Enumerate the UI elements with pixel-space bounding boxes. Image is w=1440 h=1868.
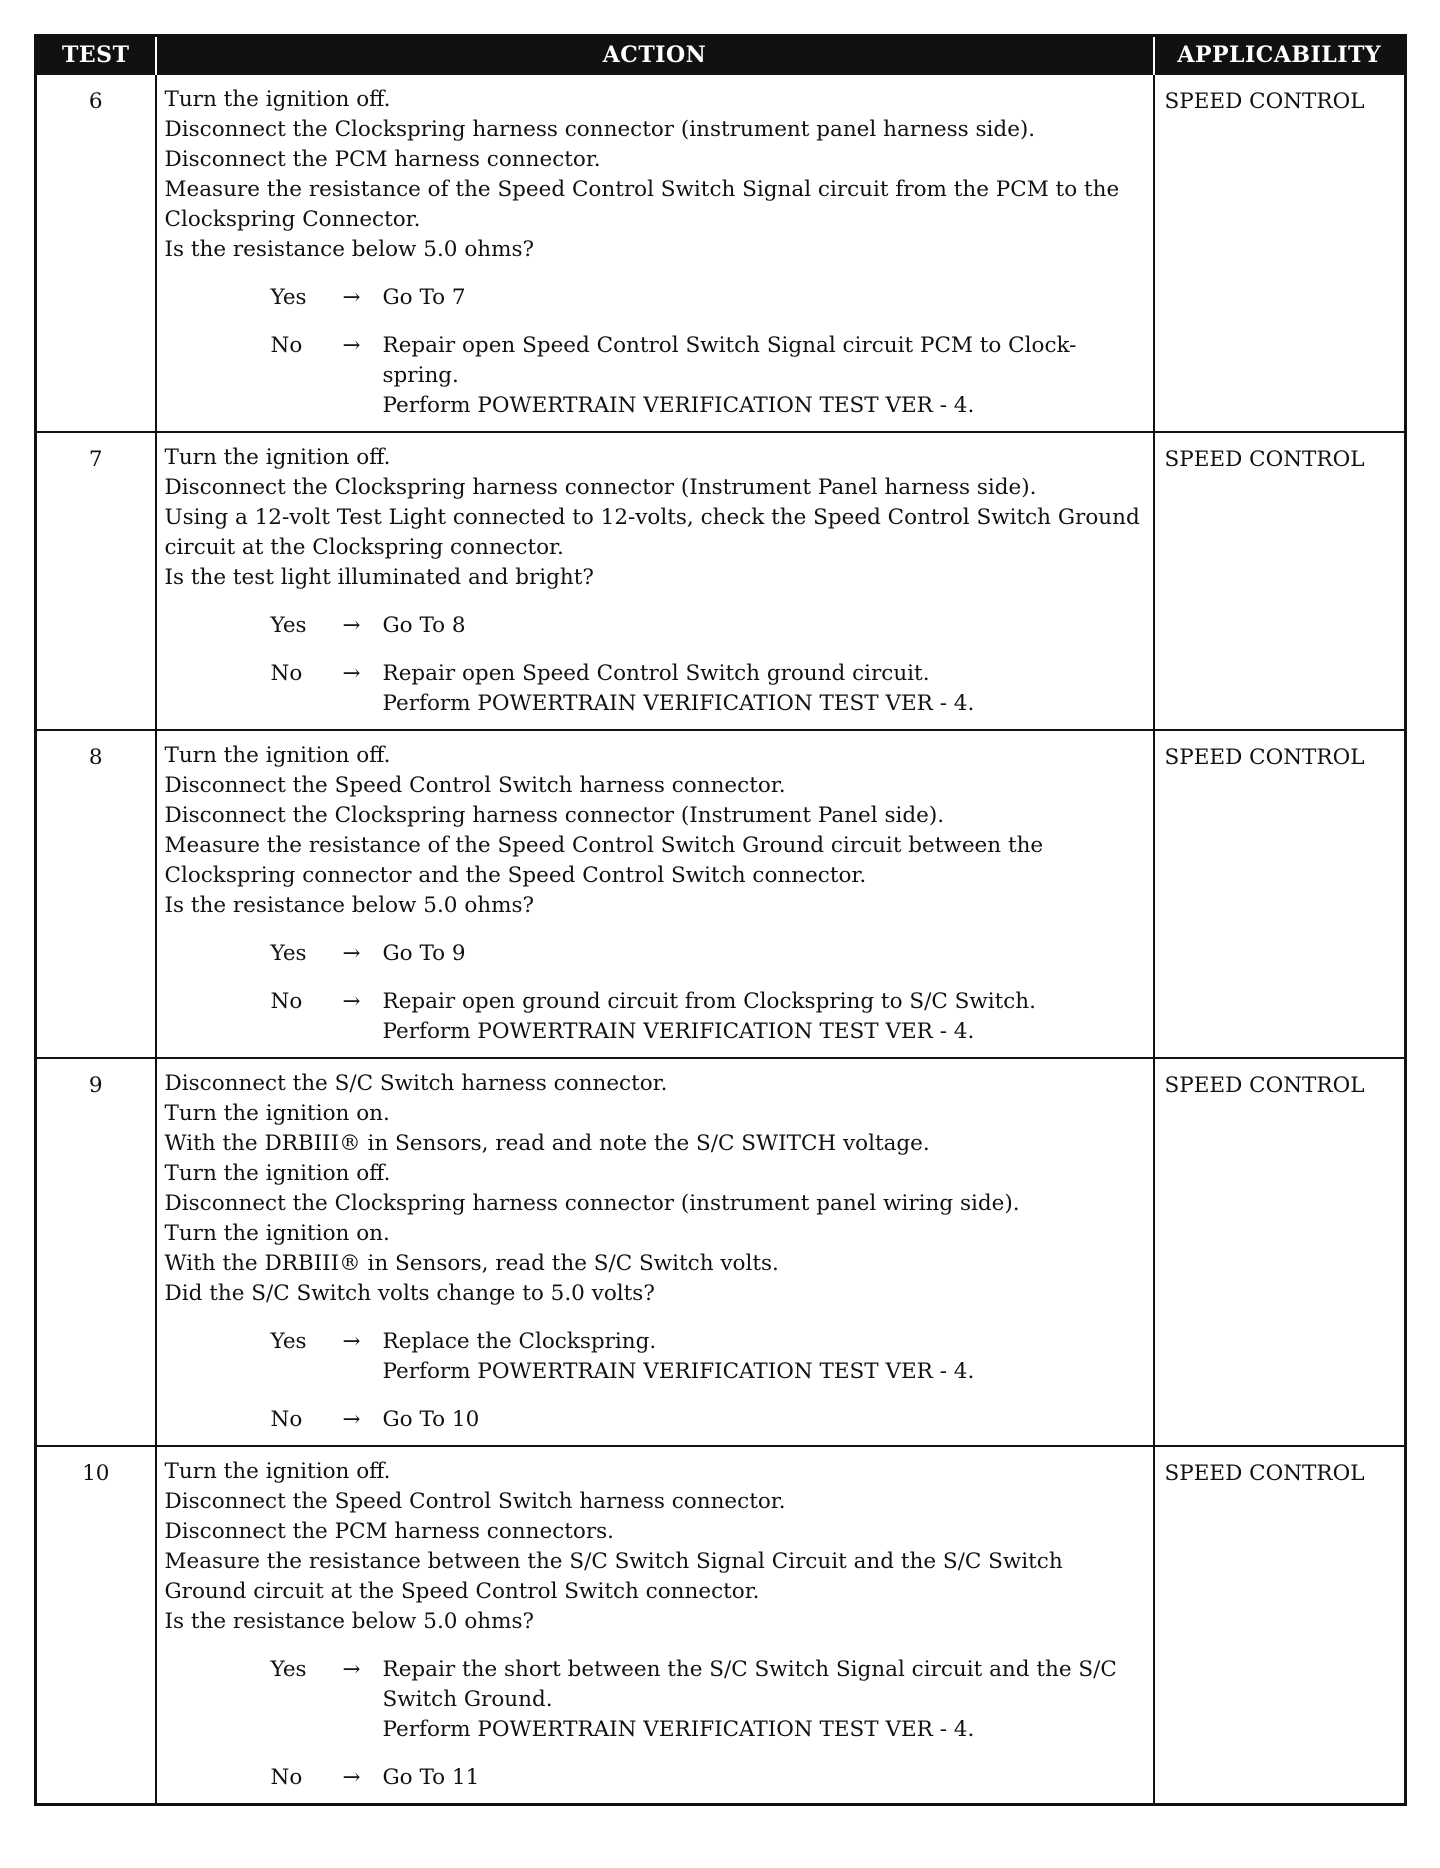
action-step: Disconnect the S/C Switch harness connector. xyxy=(164,1071,668,1096)
branch-yes-result xyxy=(383,939,1145,969)
branch-yes-label: Yes xyxy=(270,285,307,310)
branch-yes-result xyxy=(383,1655,1145,1745)
applicability-cell: SPEED CONTROL xyxy=(1154,730,1406,1058)
diagnostic-test-table xyxy=(34,34,1407,1806)
action-step: Turn the ignition off. xyxy=(164,1161,391,1186)
arrow-right-icon: → xyxy=(342,661,361,686)
result-line: Go To 11 xyxy=(382,1765,480,1790)
action-step: Is the resistance below 5.0 ohms? xyxy=(164,893,535,918)
test-row xyxy=(36,730,1406,1058)
test-number: 9 xyxy=(36,1058,156,1446)
branch-no-label: No xyxy=(270,661,303,686)
action-step: Disconnect the Clockspring harness connector (instrument panel wiring side). xyxy=(164,1191,1020,1216)
applicability-cell: SPEED CONTROL xyxy=(1154,1058,1406,1446)
arrow-right-icon: → xyxy=(342,1657,361,1682)
arrow-right-icon: → xyxy=(342,1407,361,1432)
test-row xyxy=(36,1446,1406,1805)
action-step: Disconnect the PCM harness connectors. xyxy=(164,1519,614,1544)
branch-yes xyxy=(165,939,1145,969)
test-number: 7 xyxy=(36,432,156,730)
action-step: Is the resistance below 5.0 ohms? xyxy=(164,1609,535,1634)
branch-yes-result xyxy=(383,283,1145,313)
test-number: 10 xyxy=(36,1446,156,1805)
applicability-cell: SPEED CONTROL xyxy=(1154,74,1406,432)
branch-no-label: No xyxy=(270,989,303,1014)
action-step: Is the resistance below 5.0 ohms? xyxy=(164,237,535,262)
branch-no xyxy=(165,987,1145,1047)
action-cell xyxy=(156,730,1154,1058)
test-row xyxy=(36,432,1406,730)
action-step: Measure the resistance of the Speed Control Switch Signal circuit from the PCM to the Clockspring Connector. xyxy=(164,177,1120,232)
table-body xyxy=(36,74,1406,1805)
branch-no xyxy=(165,659,1145,719)
arrow-right-icon: → xyxy=(342,285,361,310)
action-step: Disconnect the PCM harness connector. xyxy=(164,147,601,172)
branch-no-label: No xyxy=(270,1765,303,1790)
branch-yes-result xyxy=(383,611,1145,641)
action-cell xyxy=(156,1446,1154,1805)
action-cell xyxy=(156,1058,1154,1446)
header-test: TEST xyxy=(36,36,156,75)
branch-no-result xyxy=(383,987,1145,1047)
arrow-right-icon: → xyxy=(342,1765,361,1790)
branch-yes xyxy=(165,1655,1145,1745)
branch-yes xyxy=(165,1327,1145,1387)
branch-no-label: No xyxy=(270,1407,303,1432)
result-line: Perform POWERTRAIN VERIFICATION TEST VER - 4. xyxy=(382,1019,975,1044)
branch-no-label: No xyxy=(270,333,303,358)
result-line: Replace the Clockspring. xyxy=(382,1329,657,1354)
arrow-right-icon: → xyxy=(342,1329,361,1354)
result-line: Go To 8 xyxy=(382,613,466,638)
result-line: Go To 7 xyxy=(382,285,466,310)
action-step: With the DRBIII® in Sensors, read the S/C Switch volts. xyxy=(164,1251,779,1276)
arrow-right-icon: → xyxy=(342,941,361,966)
action-step: Measure the resistance of the Speed Control Switch Ground circuit between the Clockspring connector and the Speed Control Switch connector. xyxy=(164,833,1044,888)
result-line: Go To 10 xyxy=(382,1407,480,1432)
result-line: Perform POWERTRAIN VERIFICATION TEST VER - 4. xyxy=(382,1359,975,1384)
branch-no xyxy=(165,1763,1145,1793)
result-line: Perform POWERTRAIN VERIFICATION TEST VER - 4. xyxy=(382,393,975,418)
result-line: Go To 9 xyxy=(382,941,466,966)
branch-yes-label: Yes xyxy=(270,1329,307,1354)
header-applicability: APPLICABILITY xyxy=(1154,36,1406,75)
test-number: 6 xyxy=(36,74,156,432)
branch-no-result xyxy=(383,659,1145,719)
branch-no xyxy=(165,1405,1145,1435)
result-line: Repair the short between the S/C Switch Signal circuit and the S/C Switch Ground. xyxy=(382,1657,1117,1712)
branch-yes-label: Yes xyxy=(270,613,307,638)
branch-yes xyxy=(165,283,1145,313)
result-line: Repair open Speed Control Switch ground circuit. xyxy=(382,661,930,686)
action-step: Disconnect the Speed Control Switch harness connector. xyxy=(164,1489,786,1514)
result-line: Repair open ground circuit from Clockspring to S/C Switch. xyxy=(382,989,1036,1014)
branch-no-result xyxy=(383,1405,1145,1435)
action-step: Did the S/C Switch volts change to 5.0 volts? xyxy=(164,1281,655,1306)
action-step: Turn the ignition off. xyxy=(164,445,391,470)
action-cell xyxy=(156,74,1154,432)
action-step: Turn the ignition off. xyxy=(164,1459,391,1484)
branch-yes-label: Yes xyxy=(270,1657,307,1682)
branch-yes xyxy=(165,611,1145,641)
action-step: Measure the resistance between the S/C Switch Signal Circuit and the S/C Switch Ground circuit at the Speed Control Switch connector. xyxy=(164,1549,1063,1604)
applicability-cell: SPEED CONTROL xyxy=(1154,1446,1406,1805)
action-cell xyxy=(156,432,1154,730)
branch-yes-result xyxy=(383,1327,1145,1387)
action-step: Turn the ignition on. xyxy=(164,1101,390,1126)
branch-no xyxy=(165,331,1145,421)
test-row xyxy=(36,74,1406,432)
branch-yes-label: Yes xyxy=(270,941,307,966)
action-step: Disconnect the Clockspring harness connector (Instrument Panel harness side). xyxy=(164,475,1037,500)
action-step: Disconnect the Speed Control Switch harness connector. xyxy=(164,773,786,798)
test-row xyxy=(36,1058,1406,1446)
arrow-right-icon: → xyxy=(342,613,361,638)
action-step: Using a 12-volt Test Light connected to 12-volts, check the Speed Control Switch Ground circuit at the Clockspring connector. xyxy=(164,505,1140,560)
branch-no-result xyxy=(383,1763,1145,1793)
arrow-right-icon: → xyxy=(342,333,361,358)
action-step: Turn the ignition off. xyxy=(164,87,391,112)
applicability-cell: SPEED CONTROL xyxy=(1154,432,1406,730)
table-header xyxy=(36,36,1406,75)
result-line: Perform POWERTRAIN VERIFICATION TEST VER - 4. xyxy=(382,1717,975,1742)
action-step: Is the test light illuminated and bright? xyxy=(164,565,594,590)
action-step: Turn the ignition on. xyxy=(164,1221,390,1246)
test-number: 8 xyxy=(36,730,156,1058)
action-step: With the DRBIII® in Sensors, read and note the S/C SWITCH voltage. xyxy=(164,1131,930,1156)
action-step: Disconnect the Clockspring harness connector (instrument panel harness side). xyxy=(164,117,1036,142)
arrow-right-icon: → xyxy=(342,989,361,1014)
result-line: Perform POWERTRAIN VERIFICATION TEST VER - 4. xyxy=(382,691,975,716)
action-step: Disconnect the Clockspring harness connector (Instrument Panel side). xyxy=(164,803,945,828)
branch-no-result xyxy=(383,331,1145,421)
action-step: Turn the ignition off. xyxy=(164,743,391,768)
result-line: Repair open Speed Control Switch Signal circuit PCM to Clock-spring. xyxy=(382,333,1077,388)
diagnostic-page xyxy=(34,34,1404,1806)
header-action: ACTION xyxy=(156,36,1154,75)
